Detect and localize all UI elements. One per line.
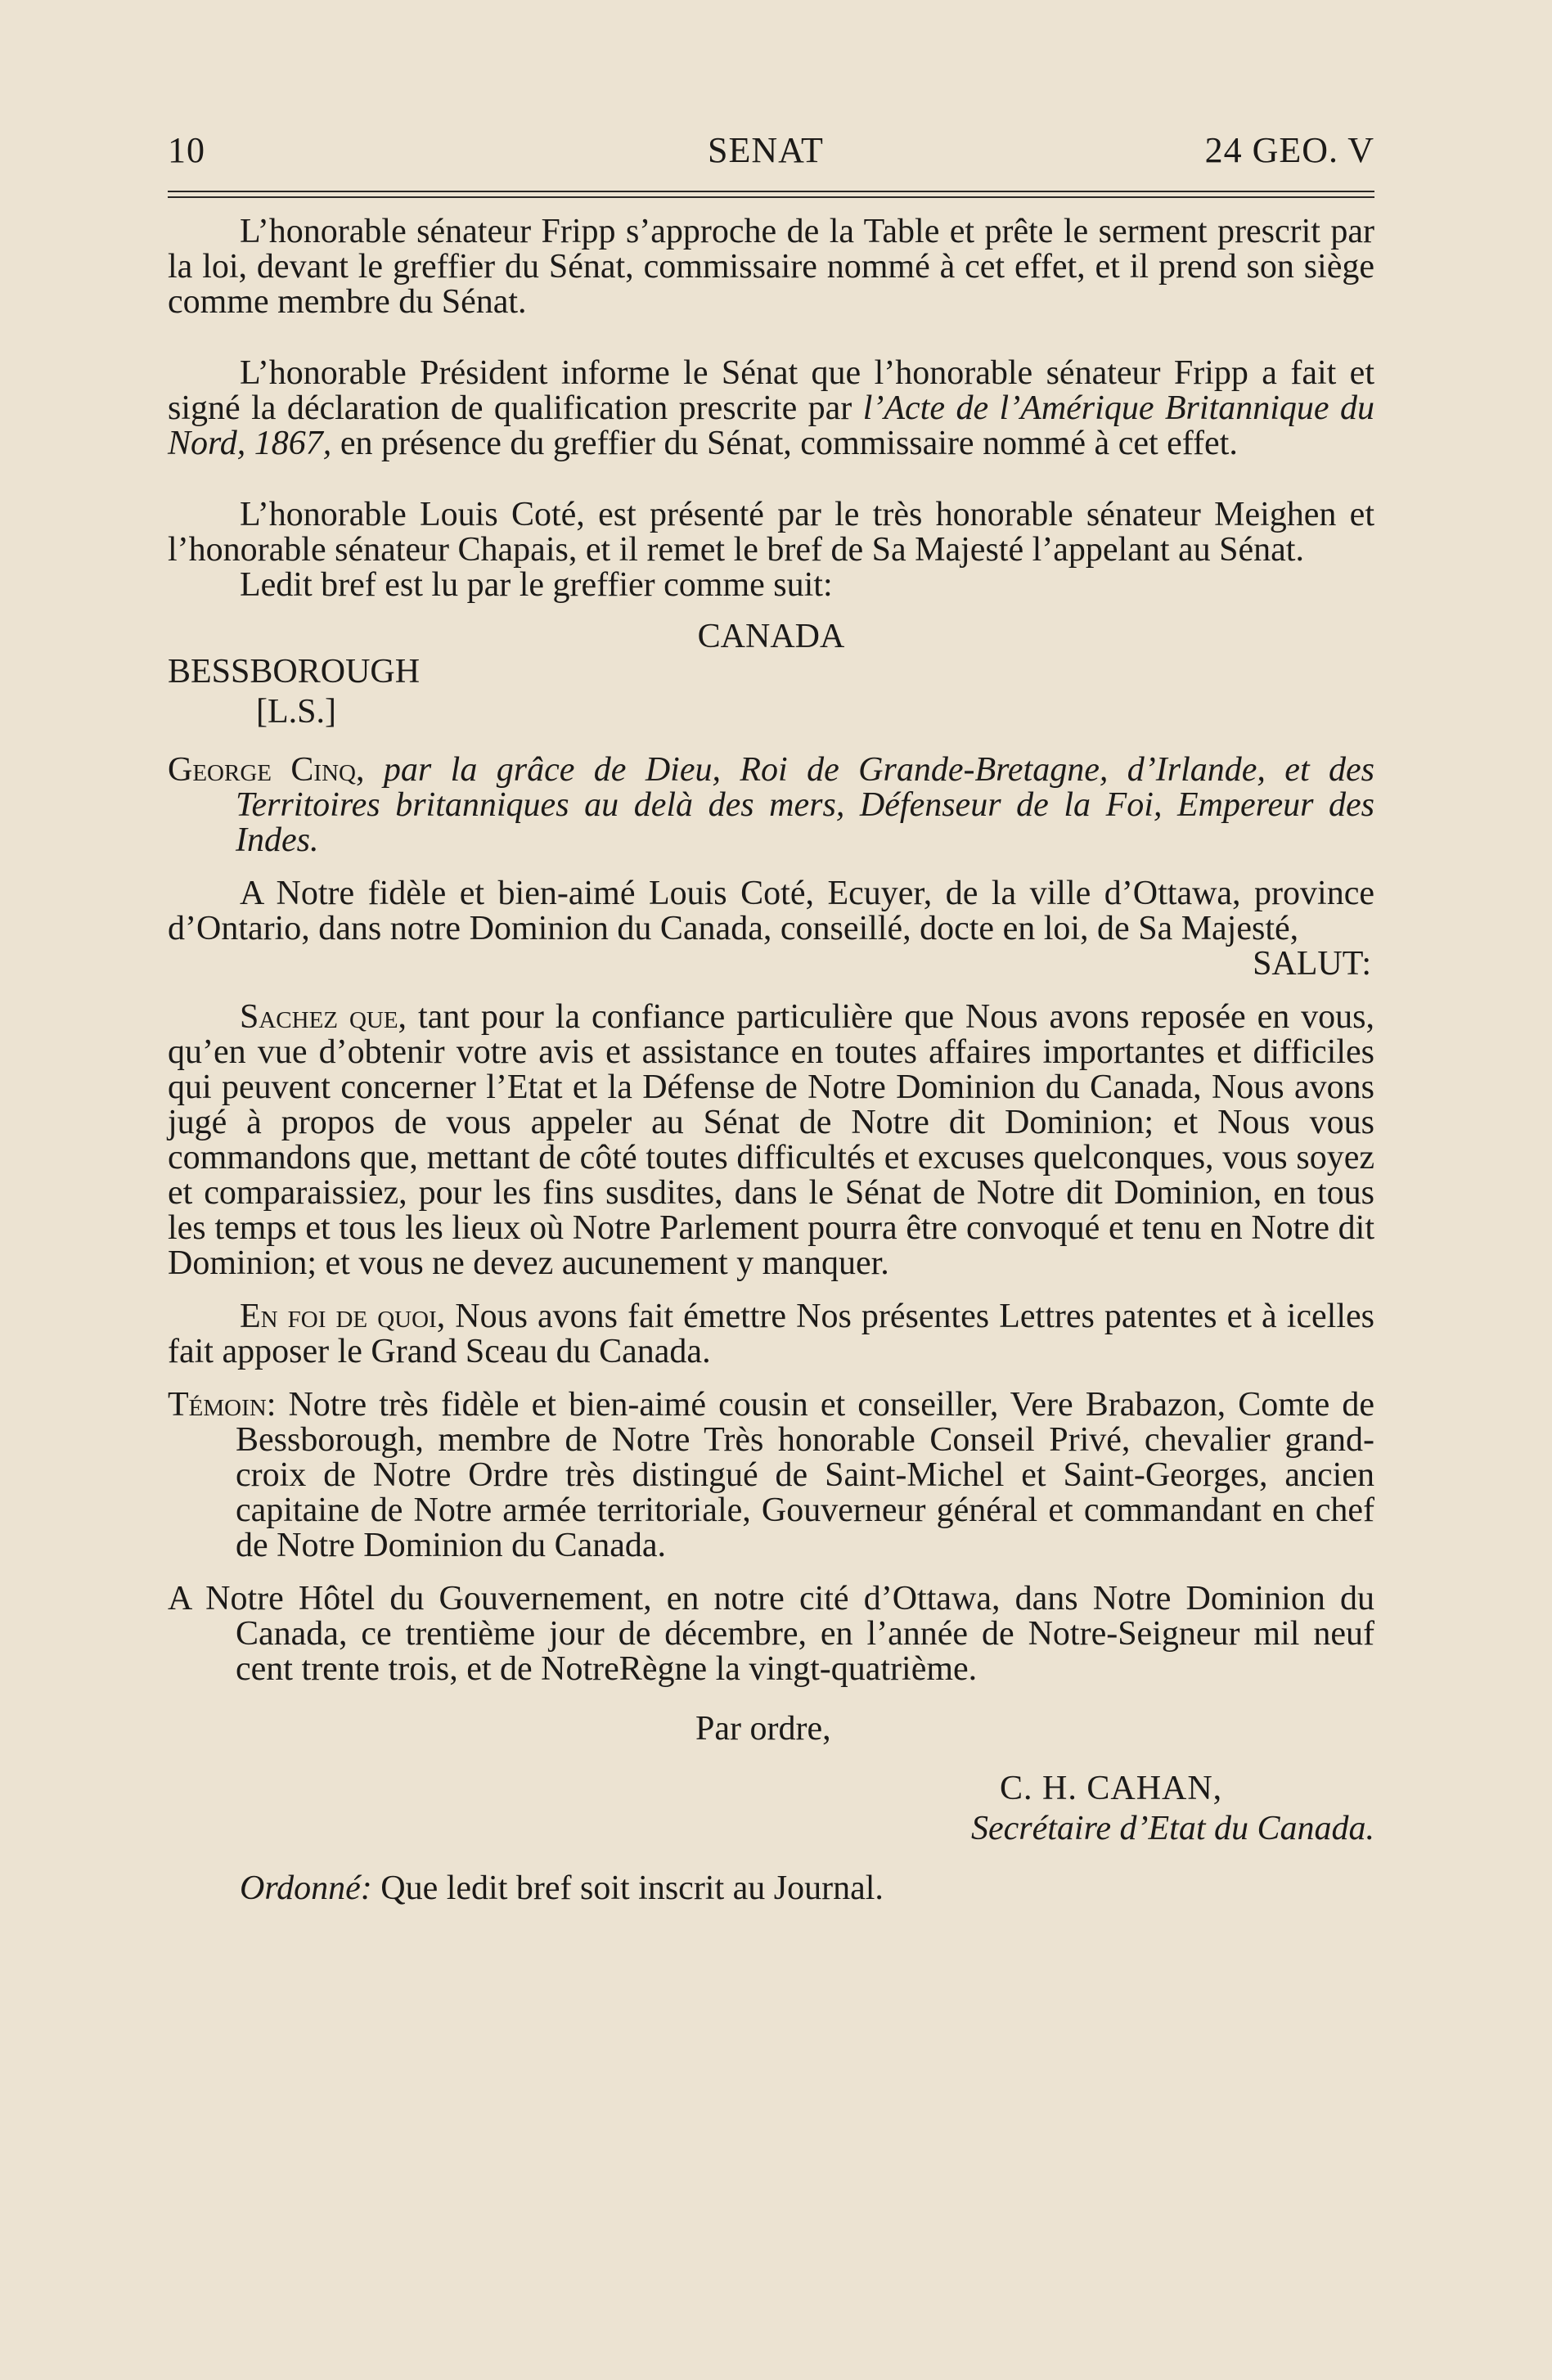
king-name: George Cinq,: [168, 751, 365, 789]
paragraph-text: L’honorable Président informe le Sénat que l’honorable sénateur Fripp a fait et signé la déclaration de qualification prescrite par: [168, 354, 1374, 427]
paragraph-writ-read: Ledit bref est lu par le greffier comme suit:: [240, 566, 833, 604]
running-title: SENAT: [708, 130, 824, 170]
header-rule-bottom: [168, 196, 1374, 198]
sachez-lead: Sachez que,: [240, 998, 407, 1036]
ordonne-line: [168, 1871, 1374, 1906]
document-body: [168, 214, 1374, 1906]
writ-hotel: A Notre Hôtel du Gouvernement, en notre cité d’Ottawa, dans Notre Dominion du Canada, ce trentième jour de décembre, en l’année de Notre-Seigneur mil neuf cent trente trois, et de NotreRègne la vingt-quatrième.: [168, 1580, 1374, 1688]
king-titles-text: par la grâce de Dieu, Roi de Grande-Bretagne, d’Irlande, et des Territoires britanniques au delà des mers, Défenseur de la Foi, Empereur des Indes.: [236, 751, 1375, 859]
act-title: l’Acte de l’Amérique Britannique du Nord, 1867,: [168, 389, 1374, 462]
secretary-title: Secrétaire d’Etat du Canada.: [970, 1810, 1374, 1847]
writ-en-foi: [168, 1299, 1374, 1370]
paragraph-fripp-oath: L’honorable sénateur Fripp s’approche de la Table et prête le serment prescrit par la loi, devant le greffier du Sénat, commissaire nommé à cet effet, et il prend son siège comme membre du Sénat.: [168, 213, 1374, 321]
writ-temoin: [168, 1388, 1374, 1563]
paragraph-cote-presented: L’honorable Louis Coté, est présenté par le très honorable sénateur Meighen et l’honorable sénateur Chapais, et il remet le bref de Sa Majesté l’appelant au Sénat.: [168, 496, 1374, 569]
writ-signer: BESSBOROUGH: [168, 653, 421, 691]
paragraph-president-informs: [168, 356, 1374, 461]
page-number: 10: [168, 130, 205, 170]
writ-seal: [L.S.]: [256, 693, 336, 731]
sachez-text: tant pour la confiance particulière que Nous avons reposée en vous, qu’en vue d’obtenir votre avis et assistance en toutes affaires importantes et difficiles qui peuvent concerner l’Etat et la Défense de Notre Dominion du Canada, Nous avons jugé à propos de vous appeler au Sénat de Notre dit Dominion; et Nous vous commandons que, mettant de côté toutes difficultés et excuses quelconques, vous soyez et comparaissiez, pour les fins susdites, dans le Sénat de Notre dit Dominion, en tous les temps et tous les lieux où Notre Parlement pourra être convoqué et tenu en Notre dit Dominion; et vous ne devez aucunement y manquer.: [168, 998, 1374, 1282]
temoin-lead: Témoin:: [168, 1386, 277, 1424]
foi-text: Nous avons fait émettre Nos présentes Lettres patentes et à icelles fait apposer le Grand Sceau du Canada.: [168, 1298, 1374, 1370]
writ-salutation: SALUT:: [1253, 945, 1371, 983]
writ-sachez-que: [168, 1000, 1374, 1281]
ordonne-text: Que ledit bref soit inscrit au Journal.: [371, 1869, 884, 1907]
writ-par-ordre: Par ordre,: [695, 1710, 831, 1748]
header-rule-top: [168, 191, 1374, 192]
writ-addressee: A Notre fidèle et bien-aimé Louis Coté, Ecuyer, de la ville d’Ottawa, province d’Ontario, dans notre Dominion du Canada, conseillé, docte en loi, de Sa Majesté,: [168, 875, 1374, 947]
foi-lead: En foi de quoi,: [240, 1298, 446, 1335]
paragraph-text: en présence du greffier du Sénat, commissaire nommé à cet effet.: [331, 425, 1238, 462]
writ-king-titles: [168, 753, 1374, 858]
ordonne-label: Ordonné:: [240, 1869, 372, 1907]
writ-country: CANADA: [697, 618, 845, 655]
secretary-name: C. H. CAHAN,: [1000, 1770, 1223, 1807]
temoin-text: Notre très fidèle et bien-aimé cousin et conseiller, Vere Brabazon, Comte de Bessborough, membre de Notre Très honorable Conseil Privé, chevalier grand-croix de Notre Ordre très distingué de Saint-Michel et Saint-Georges, ancien capitaine de Notre armée territoriale, Gouverneur général et commandant en chef de Notre Dominion du Canada.: [236, 1386, 1374, 1564]
session-label: 24 GEO. V: [1204, 130, 1374, 170]
